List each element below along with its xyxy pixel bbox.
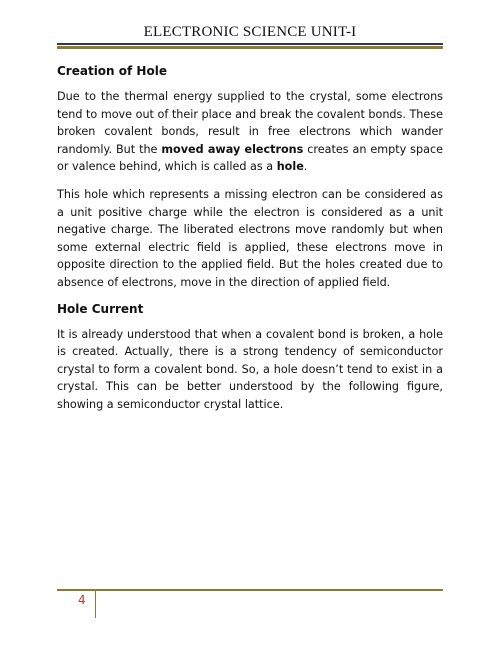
section-heading-creation-of-hole: Creation of Hole [57,64,167,78]
header-title: ELECTRONIC SCIENCE UNIT-I [143,24,357,40]
bold-term-hole: hole [276,160,304,174]
paragraph-creation-1 [57,88,443,176]
page-content [57,64,443,424]
paragraph-text: . [303,160,308,174]
footer-divider [95,590,96,618]
section-heading-hole-current: Hole Current [57,301,144,316]
bold-term-moved-away-electrons: moved away electrons [161,142,304,156]
header-rule [57,43,443,45]
paragraph-hole-current-1: It is already understood that when a covalent bond is broken, a hole is created. Actually, there is a strong tendency of semiconductor crystal to form a covalent bond. So, a hole doesn’t tend to exist in a crystal. This can be better understood by the following figure, showing a semiconductor crystal lattice. [57,327,443,411]
page-number: 4 [78,593,86,607]
paragraph-text: creates an empty space or valence behind, which is called as a [57,142,443,174]
header-rule-accent [57,46,443,49]
paragraph-text: Due to the thermal energy supplied to the crystal, some electrons tend to move out of their place and break the covalent bonds. These broken covalent bonds, result in free electrons which wander randomly. But the [57,90,443,156]
paragraph-creation-2: This hole which represents a missing electron can be considered as a unit positive charge while the electron is considered as a unit negative charge. The liberated electrons move randomly but when some external electric field is applied, these electrons move in opposite direction to the applied field. But the holes created due to absence of electrons, move in the direction of applied field. [57,187,443,289]
footer-rule [57,589,443,591]
